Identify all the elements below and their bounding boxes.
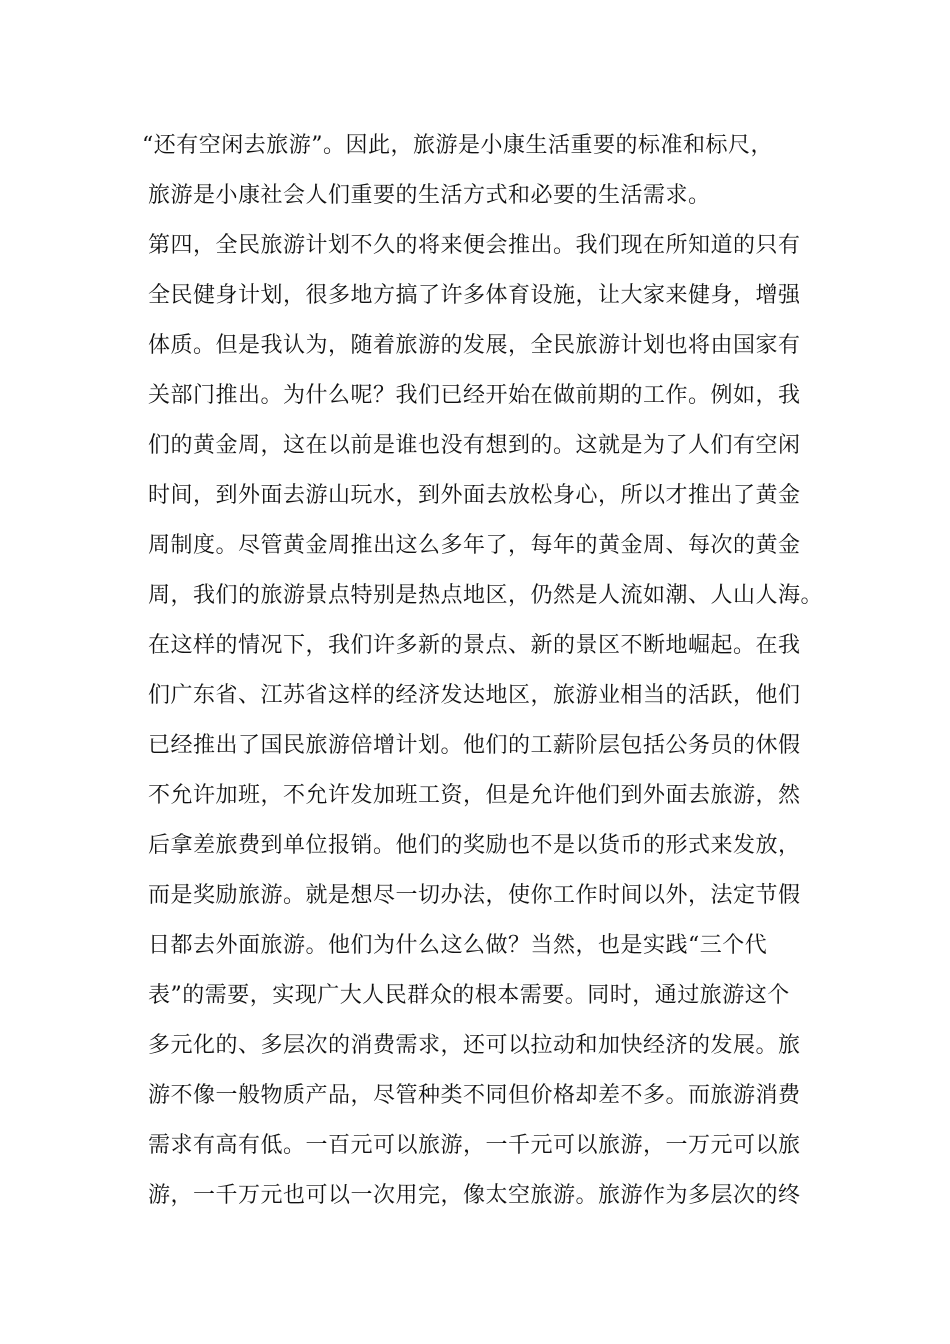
text-line: 旅游是小康社会人们重要的生活方式和必要的生活需求。 [148,183,711,208]
text-line: 不允许加班，不允许发加班工资，但是允许他们到外面去旅游，然 [148,783,801,808]
text-line: 游，一千万元也可以一次用完，像太空旅游。旅游作为多层次的终 [148,1183,801,1208]
text-line: 第四，全民旅游计划不久的将来便会推出。我们现在所知道的只有 [148,233,801,258]
text-line: 已经推出了国民旅游倍增计划。他们的工薪阶层包括公务员的休假 [148,733,801,758]
text-line: 关部门推出。为什么呢？我们已经开始在做前期的工作。例如，我 [148,383,801,408]
text-line: 体质。但是我认为，随着旅游的发展，全民旅游计划也将由国家有 [148,333,801,358]
text-line: 游不像一般物质产品，尽管种类不同但价格却差不多。而旅游消费 [148,1083,801,1108]
text-line: 日都去外面旅游。他们为什么这么做？当然，也是实践“三个代 [148,933,768,958]
text-line: 后拿差旅费到单位报销。他们的奖励也不是以货币的形式来发放， [148,833,801,858]
text-line: 多元化的、多层次的消费需求，还可以拉动和加快经济的发展。旅 [148,1033,801,1058]
text-line: 需求有高有低。一百元可以旅游，一千元可以旅游，一万元可以旅 [148,1133,801,1158]
text-line: 周，我们的旅游景点特别是热点地区，仍然是人流如潮、人山人海。 [148,583,824,608]
text-line: 们广东省、江苏省这样的经济发达地区，旅游业相当的活跃，他们 [148,683,801,708]
text-line: 表”的需要，实现广大人民群众的根本需要。同时，通过旅游这个 [148,983,790,1008]
text-line: 时间，到外面去游山玩水，到外面去放松身心，所以才推出了黄金 [148,483,801,508]
text-line: 周制度。尽管黄金周推出这么多年了，每年的黄金周、每次的黄金 [148,533,801,558]
text-line: 全民健身计划，很多地方搞了许多体育设施，让大家来健身，增强 [148,283,801,308]
text-line: 在这样的情况下，我们许多新的景点、新的景区不断地崛起。在我 [148,633,801,658]
text-line: 们的黄金周，这在以前是谁也没有想到的。这就是为了人们有空闲 [148,433,801,458]
text-line: “还有空闲去旅游”。因此，旅游是小康生活重要的标准和标尺， [142,133,773,158]
text-line: 而是奖励旅游。就是想尽一切办法，使你工作时间以外，法定节假 [148,883,801,908]
